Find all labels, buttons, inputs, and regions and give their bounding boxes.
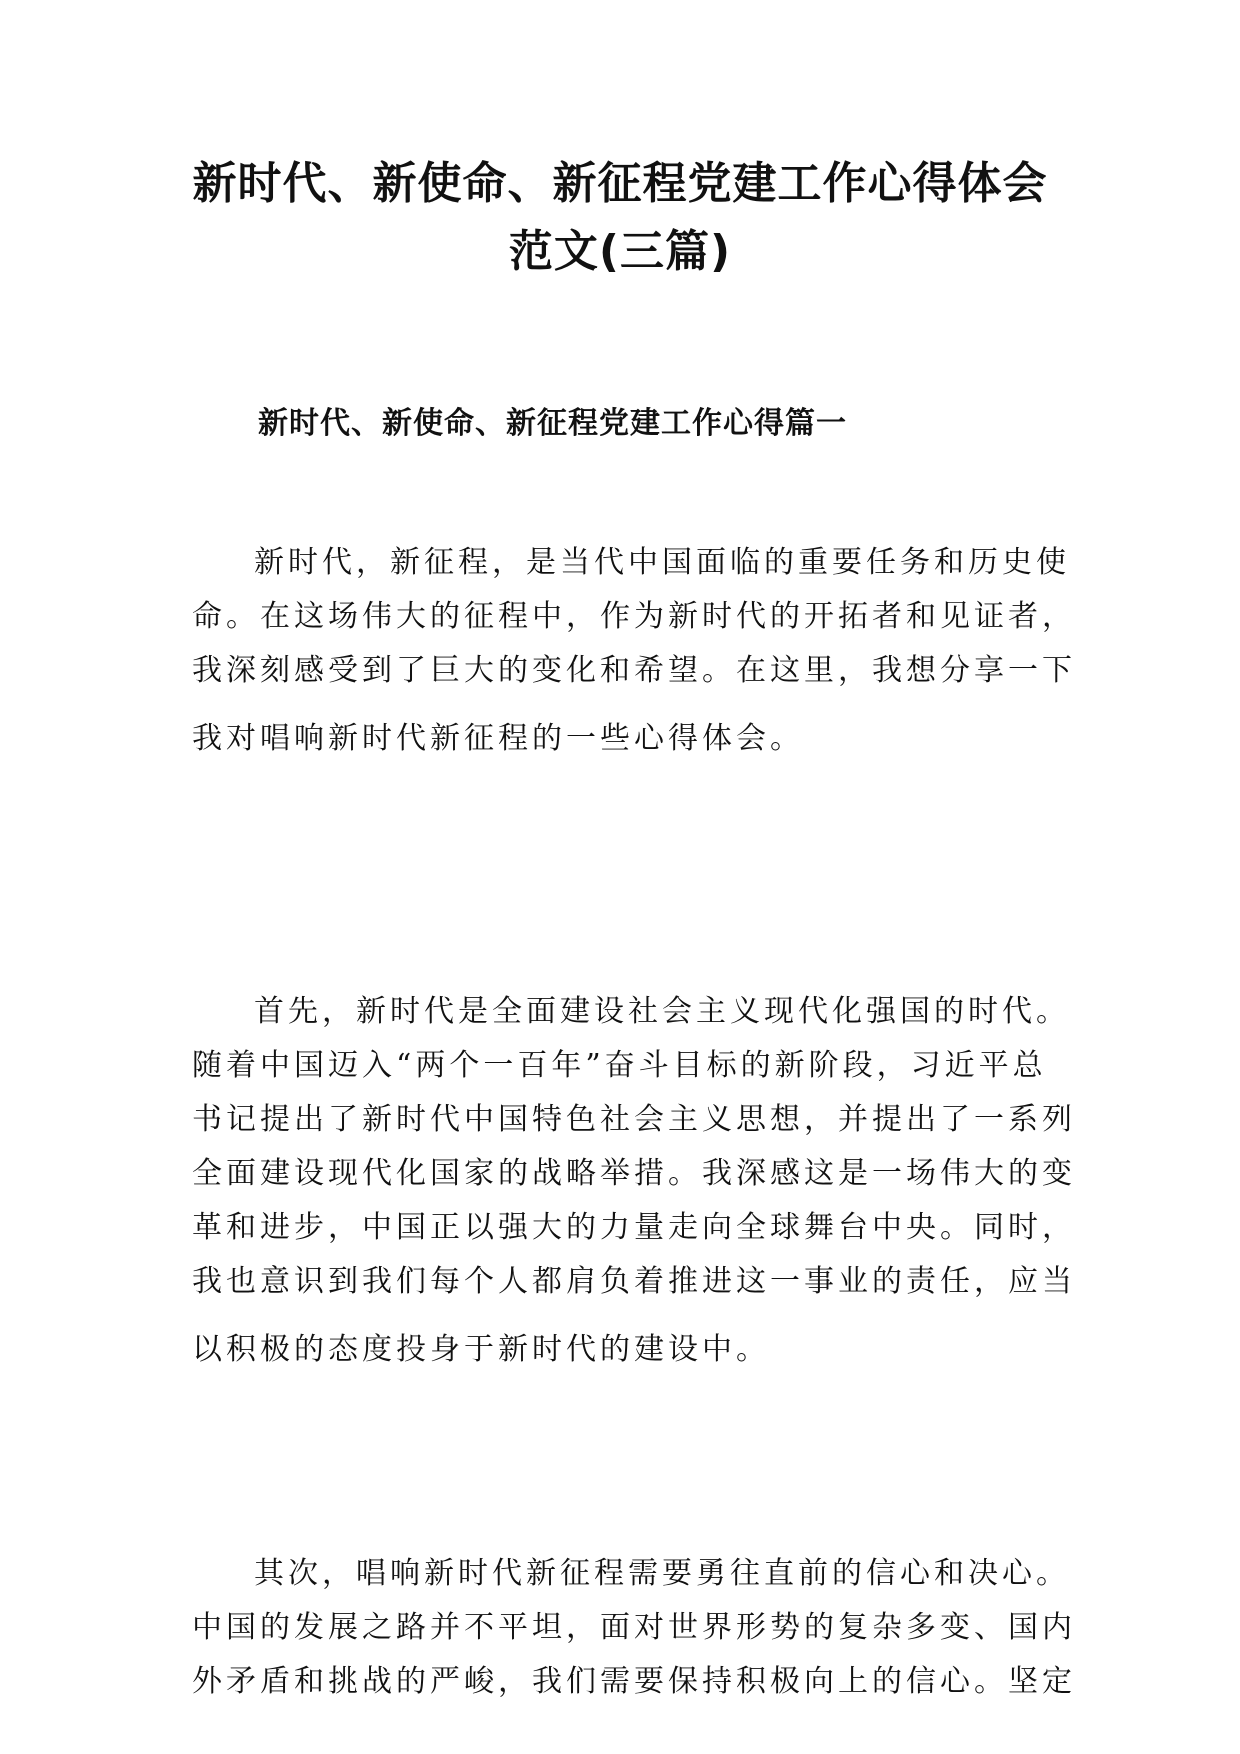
paragraph-1 [192,543,1076,759]
paragraph-line: 其次，唱响新时代新征程需要勇往直前的信心和决心。 [254,1556,1070,1591]
document-title [150,150,1090,286]
paragraph-line: 新时代，新征程，是当代中国面临的重要任务和历史使 [254,545,1070,580]
paragraph-line: 以积极的态度投身于新时代的建设中。 [192,1332,770,1367]
document-title-line-2: 范文(三篇) [508,226,732,277]
paragraph-line: 书记提出了新时代中国特色社会主义思想，并提出了一系列 [192,1102,1076,1137]
paragraph-line: 我也意识到我们每个人都肩负着推进这一事业的责任，应当 [192,1264,1076,1299]
paragraph-line: 我对唱响新时代新征程的一些心得体会。 [192,721,804,756]
paragraph-line: 外矛盾和挑战的严峻，我们需要保持积极向上的信心。坚定 [192,1664,1076,1699]
paragraph-line: 革和进步，中国正以强大的力量走向全球舞台中央。同时， [192,1210,1076,1245]
paragraph-2 [192,992,1076,1370]
paragraph-line: 中国的发展之路并不平坦，面对世界形势的复杂多变、国内 [192,1610,1076,1645]
paragraph-line: 随着中国迈入“两个一百年”奋斗目标的新阶段，习近平总 [192,1048,1047,1083]
section-heading: 新时代、新使命、新征程党建工作心得篇一 [258,406,847,441]
paragraph-line: 命。在这场伟大的征程中，作为新时代的开拓者和见证者， [192,599,1076,634]
paragraph-3 [192,1554,1076,1702]
document-title-line-1: 新时代、新使命、新征程党建工作心得体会 [192,158,1048,209]
paragraph-line: 全面建设现代化国家的战略举措。我深感这是一场伟大的变 [192,1156,1076,1191]
paragraph-line: 我深刻感受到了巨大的变化和希望。在这里，我想分享一下 [192,653,1076,688]
paragraph-line: 首先，新时代是全面建设社会主义现代化强国的时代。 [254,994,1070,1029]
